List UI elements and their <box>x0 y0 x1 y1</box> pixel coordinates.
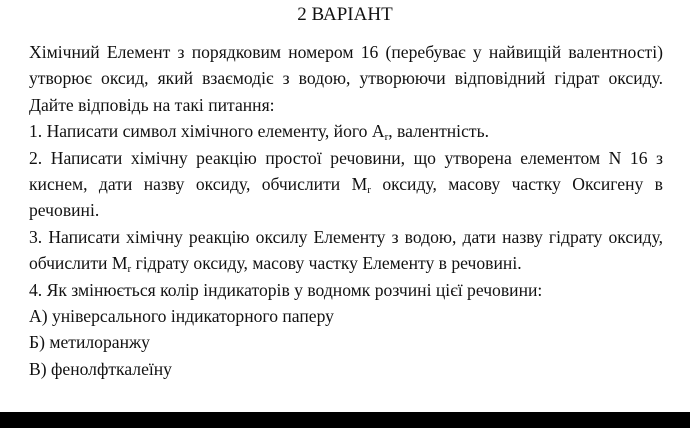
question-2-text: 2. Написати хімічну реакцію простої речовини, що утворена елементом N 16 з киснем, дати назву оксиду, обчислити М <box>29 147 663 195</box>
option-c: В) фенолфткалеїну <box>29 358 172 379</box>
question-2 <box>29 145 663 224</box>
question-3-text: 3. Написати хімічну реакцію оксилу Елементу з водою, дати назву гідрату оксиду, обчислити М <box>29 226 663 274</box>
question-3 <box>29 224 663 277</box>
question-1 <box>29 118 663 144</box>
intro-paragraph: Хімічний Елемент з порядковим номером 16 (перебуває у найвищій валентності) утворює оксид, який взаємодіє з водою, утворюючи відповідний гідрат оксиду. Дайте відповідь на такі питання: <box>29 42 663 115</box>
question-1-subscript: r <box>384 131 389 144</box>
question-1-text-end: , валентність. <box>388 121 489 142</box>
question-3-text-end: гідрату оксиду, масову частку Елементу в речовині. <box>131 253 522 274</box>
variant-title: 2 ВАРІАНТ <box>297 4 393 25</box>
option-b: Б) метилоранжу <box>29 332 150 353</box>
question-1-text: 1. Написати символ хімічного елементу, його А <box>29 121 385 142</box>
option-a: А) універсального індикаторного паперу <box>29 306 334 327</box>
task-text <box>29 39 663 382</box>
question-4: 4. Як змінюється колір індикаторів у водномк розчині цієї речовини: <box>29 279 543 300</box>
question-2-text-end: оксиду, масову частку Оксигену в речовині. <box>29 174 663 221</box>
question-2-subscript: r <box>367 184 371 197</box>
question-3-subscript: r <box>127 263 132 276</box>
bottom-black-bar <box>0 412 690 428</box>
